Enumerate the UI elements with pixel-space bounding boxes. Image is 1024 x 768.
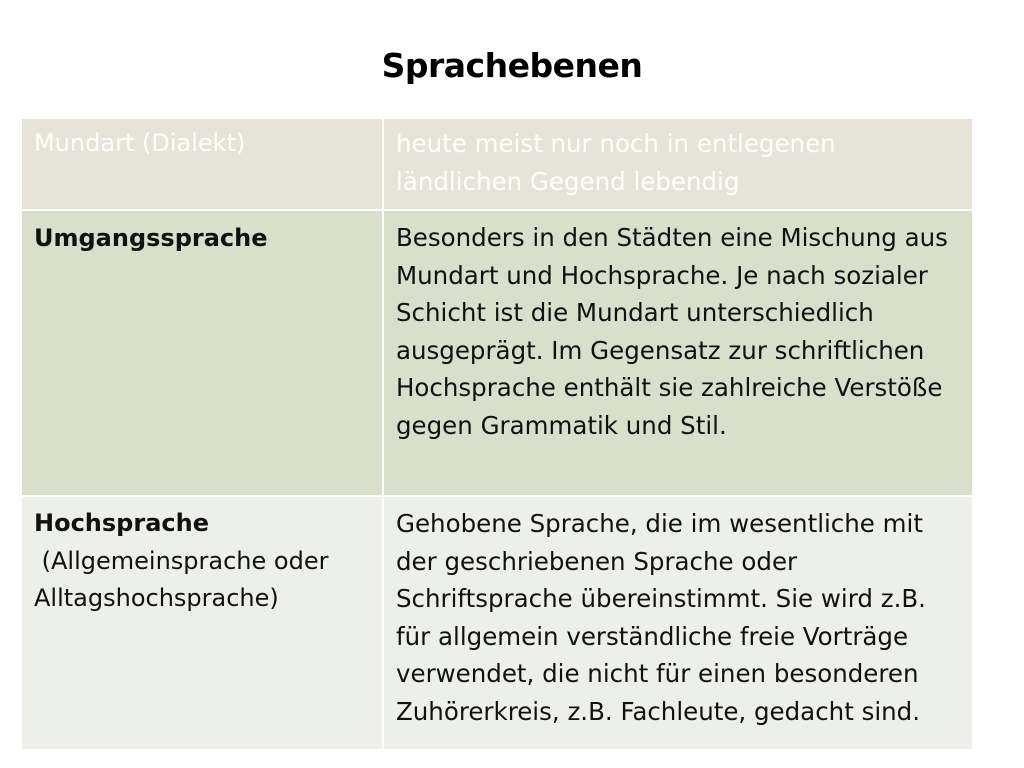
slide-title: Sprachebenen (381, 46, 643, 85)
term-cell (21, 118, 383, 210)
language-levels-table (20, 117, 974, 751)
description-text: Besonders in den Städten eine Mischung aus Mundart und Hochsprache. Je nach sozialer Schicht ist die Mundart unterschiedlich ausgeprägt. Im Gegensatz zur schriftlichen Hochsprache enthält sie zahlreiche Verstöße gegen Grammatik und Stil. (396, 223, 948, 440)
table-row (21, 118, 973, 210)
description-cell (383, 496, 973, 750)
description-cell (383, 118, 973, 210)
table-row (21, 496, 973, 750)
term-label: Hochsprache (34, 509, 209, 537)
term-label: Umgangssprache (34, 224, 268, 252)
term-cell (21, 210, 383, 496)
term-cell (21, 496, 383, 750)
description-text: Gehobene Sprache, die im wesentliche mit der geschriebenen Sprache oder Schriftsprache übereinstimmt. Sie wird z.B. für allgemein verständliche freie Vorträge verwendet, die nicht für einen besonderen Zuhörerkreis, z.B. Fachleute, gedacht sind. (396, 509, 926, 726)
term-label: Mundart (Dialekt) (34, 129, 246, 157)
term-note: (Allgemeinsprache oder Alltagshochsprache) (34, 546, 337, 612)
table-row (21, 210, 973, 496)
description-text: heute meist nur noch in entlegenen ländlichen Gegend lebendig (396, 129, 836, 196)
description-cell (383, 210, 973, 496)
